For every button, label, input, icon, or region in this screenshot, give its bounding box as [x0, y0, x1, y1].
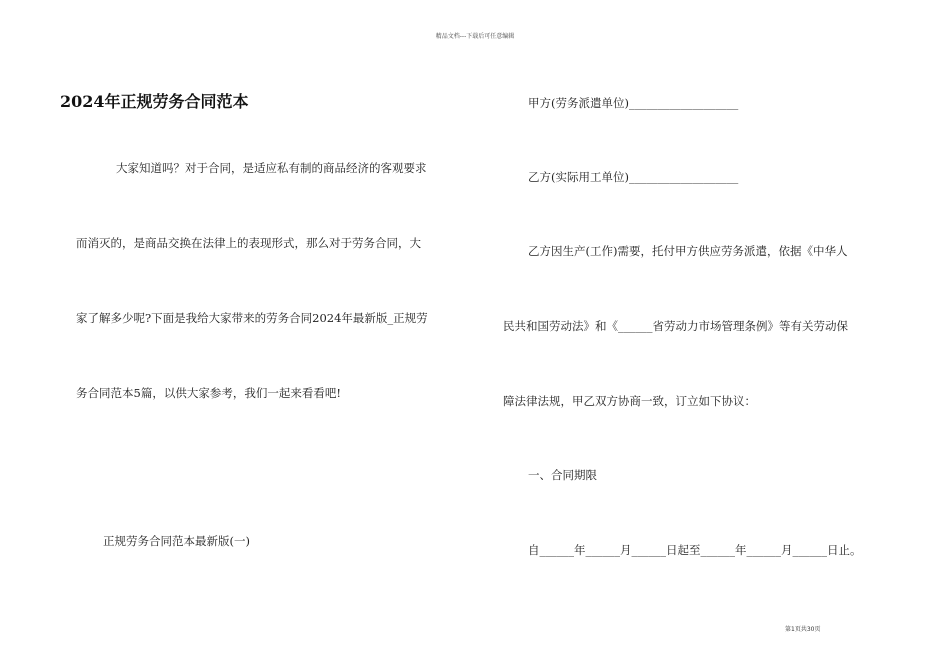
document-title: 2024年正规劳务合同范本: [60, 92, 249, 111]
clause-heading-term: 一、合同期限: [528, 468, 597, 482]
intro-line-2: 而消灭的，是商品交换在法律上的表现形式，那么对于劳务合同，大: [76, 236, 421, 250]
intro-line-1: 大家知道吗？对于合同，是适应私有制的商品经济的客观要求: [116, 161, 427, 175]
intro-line-4: 务合同范本5篇，以供大家参考，我们一起来看看吧!: [76, 386, 341, 400]
intro-line-3: 家了解多少呢?下面是我给大家带来的劳务合同2024年最新版_正规劳: [76, 311, 428, 325]
agreement-line-2: 民共和国劳动法》和《______省劳动力市场管理条例》等有关劳动保: [503, 319, 848, 333]
agreement-line-3: 障法律法规，甲乙双方协商一致，订立如下协议：: [503, 394, 756, 408]
agreement-line-1: 乙方因生产(工作)需要，托付甲方供应劳务派遣，依据《中华人: [528, 244, 848, 258]
term-date-line: 自______年______月______日起至______年______月______日止。: [528, 543, 862, 557]
party-a-line: 甲方(劳务派遣单位)___________________: [528, 96, 739, 110]
party-b-line: 乙方(实际用工单位)___________________: [528, 170, 739, 184]
section-heading-template-1: 正规劳务合同范本最新版(一): [103, 534, 250, 548]
page-number: 第1页共30页: [785, 626, 821, 633]
page-header: 精品文档---下载后可任意编辑: [435, 33, 515, 40]
